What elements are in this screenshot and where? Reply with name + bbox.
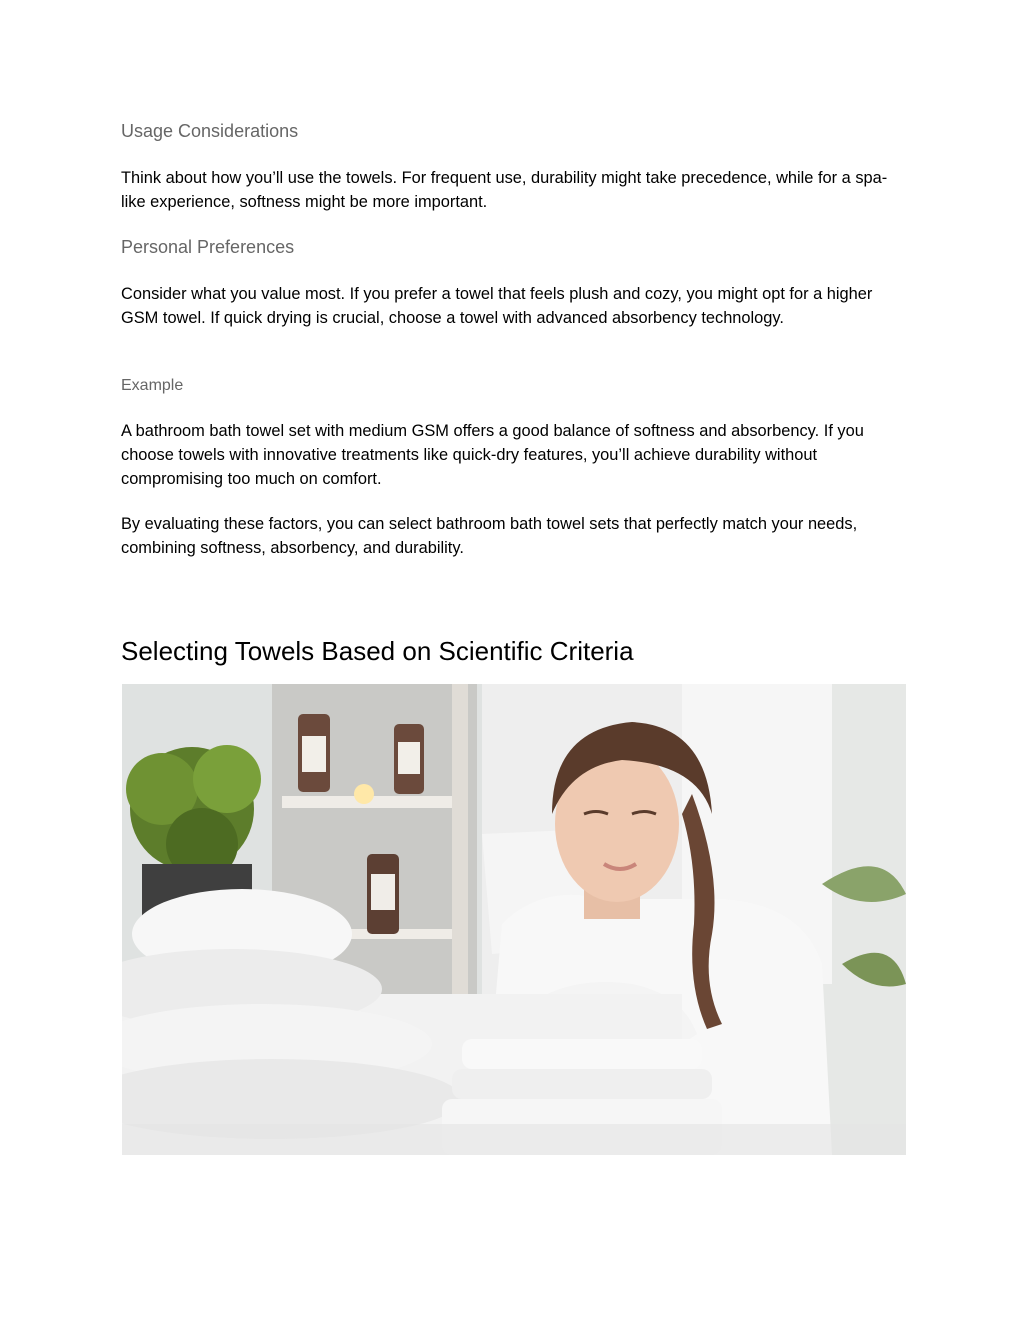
- heading-example: Example: [121, 377, 184, 394]
- heading-usage-considerations: Usage Considerations: [121, 121, 299, 141]
- heading-personal-preferences: Personal Preferences: [121, 237, 295, 257]
- towel-photo: [122, 684, 906, 1155]
- paragraph-personal-preferences: Consider what you value most. If you prefer a towel that feels plush and cozy, you might opt for a higher GSM towel. If quick drying is crucial, choose a towel with advanced absorbency technology.: [121, 285, 873, 327]
- section-title-scientific-criteria: Selecting Towels Based on Scientific Criteria: [121, 636, 634, 666]
- paragraph-example: A bathroom bath towel set with medium GSM offers a good balance of softness and absorbency. If you choose towels with innovative treatments like quick-dry features, you’ll achieve durability without compromising too much on comfort.: [121, 422, 864, 488]
- paragraph-usage-considerations: Think about how you’ll use the towels. For frequent use, durability might take precedence, while for a spa-like experience, softness might be more important.: [121, 169, 888, 211]
- paragraph-conclusion: By evaluating these factors, you can select bathroom bath towel sets that perfectly match your needs, combining softness, absorbency, and durability.: [121, 515, 858, 557]
